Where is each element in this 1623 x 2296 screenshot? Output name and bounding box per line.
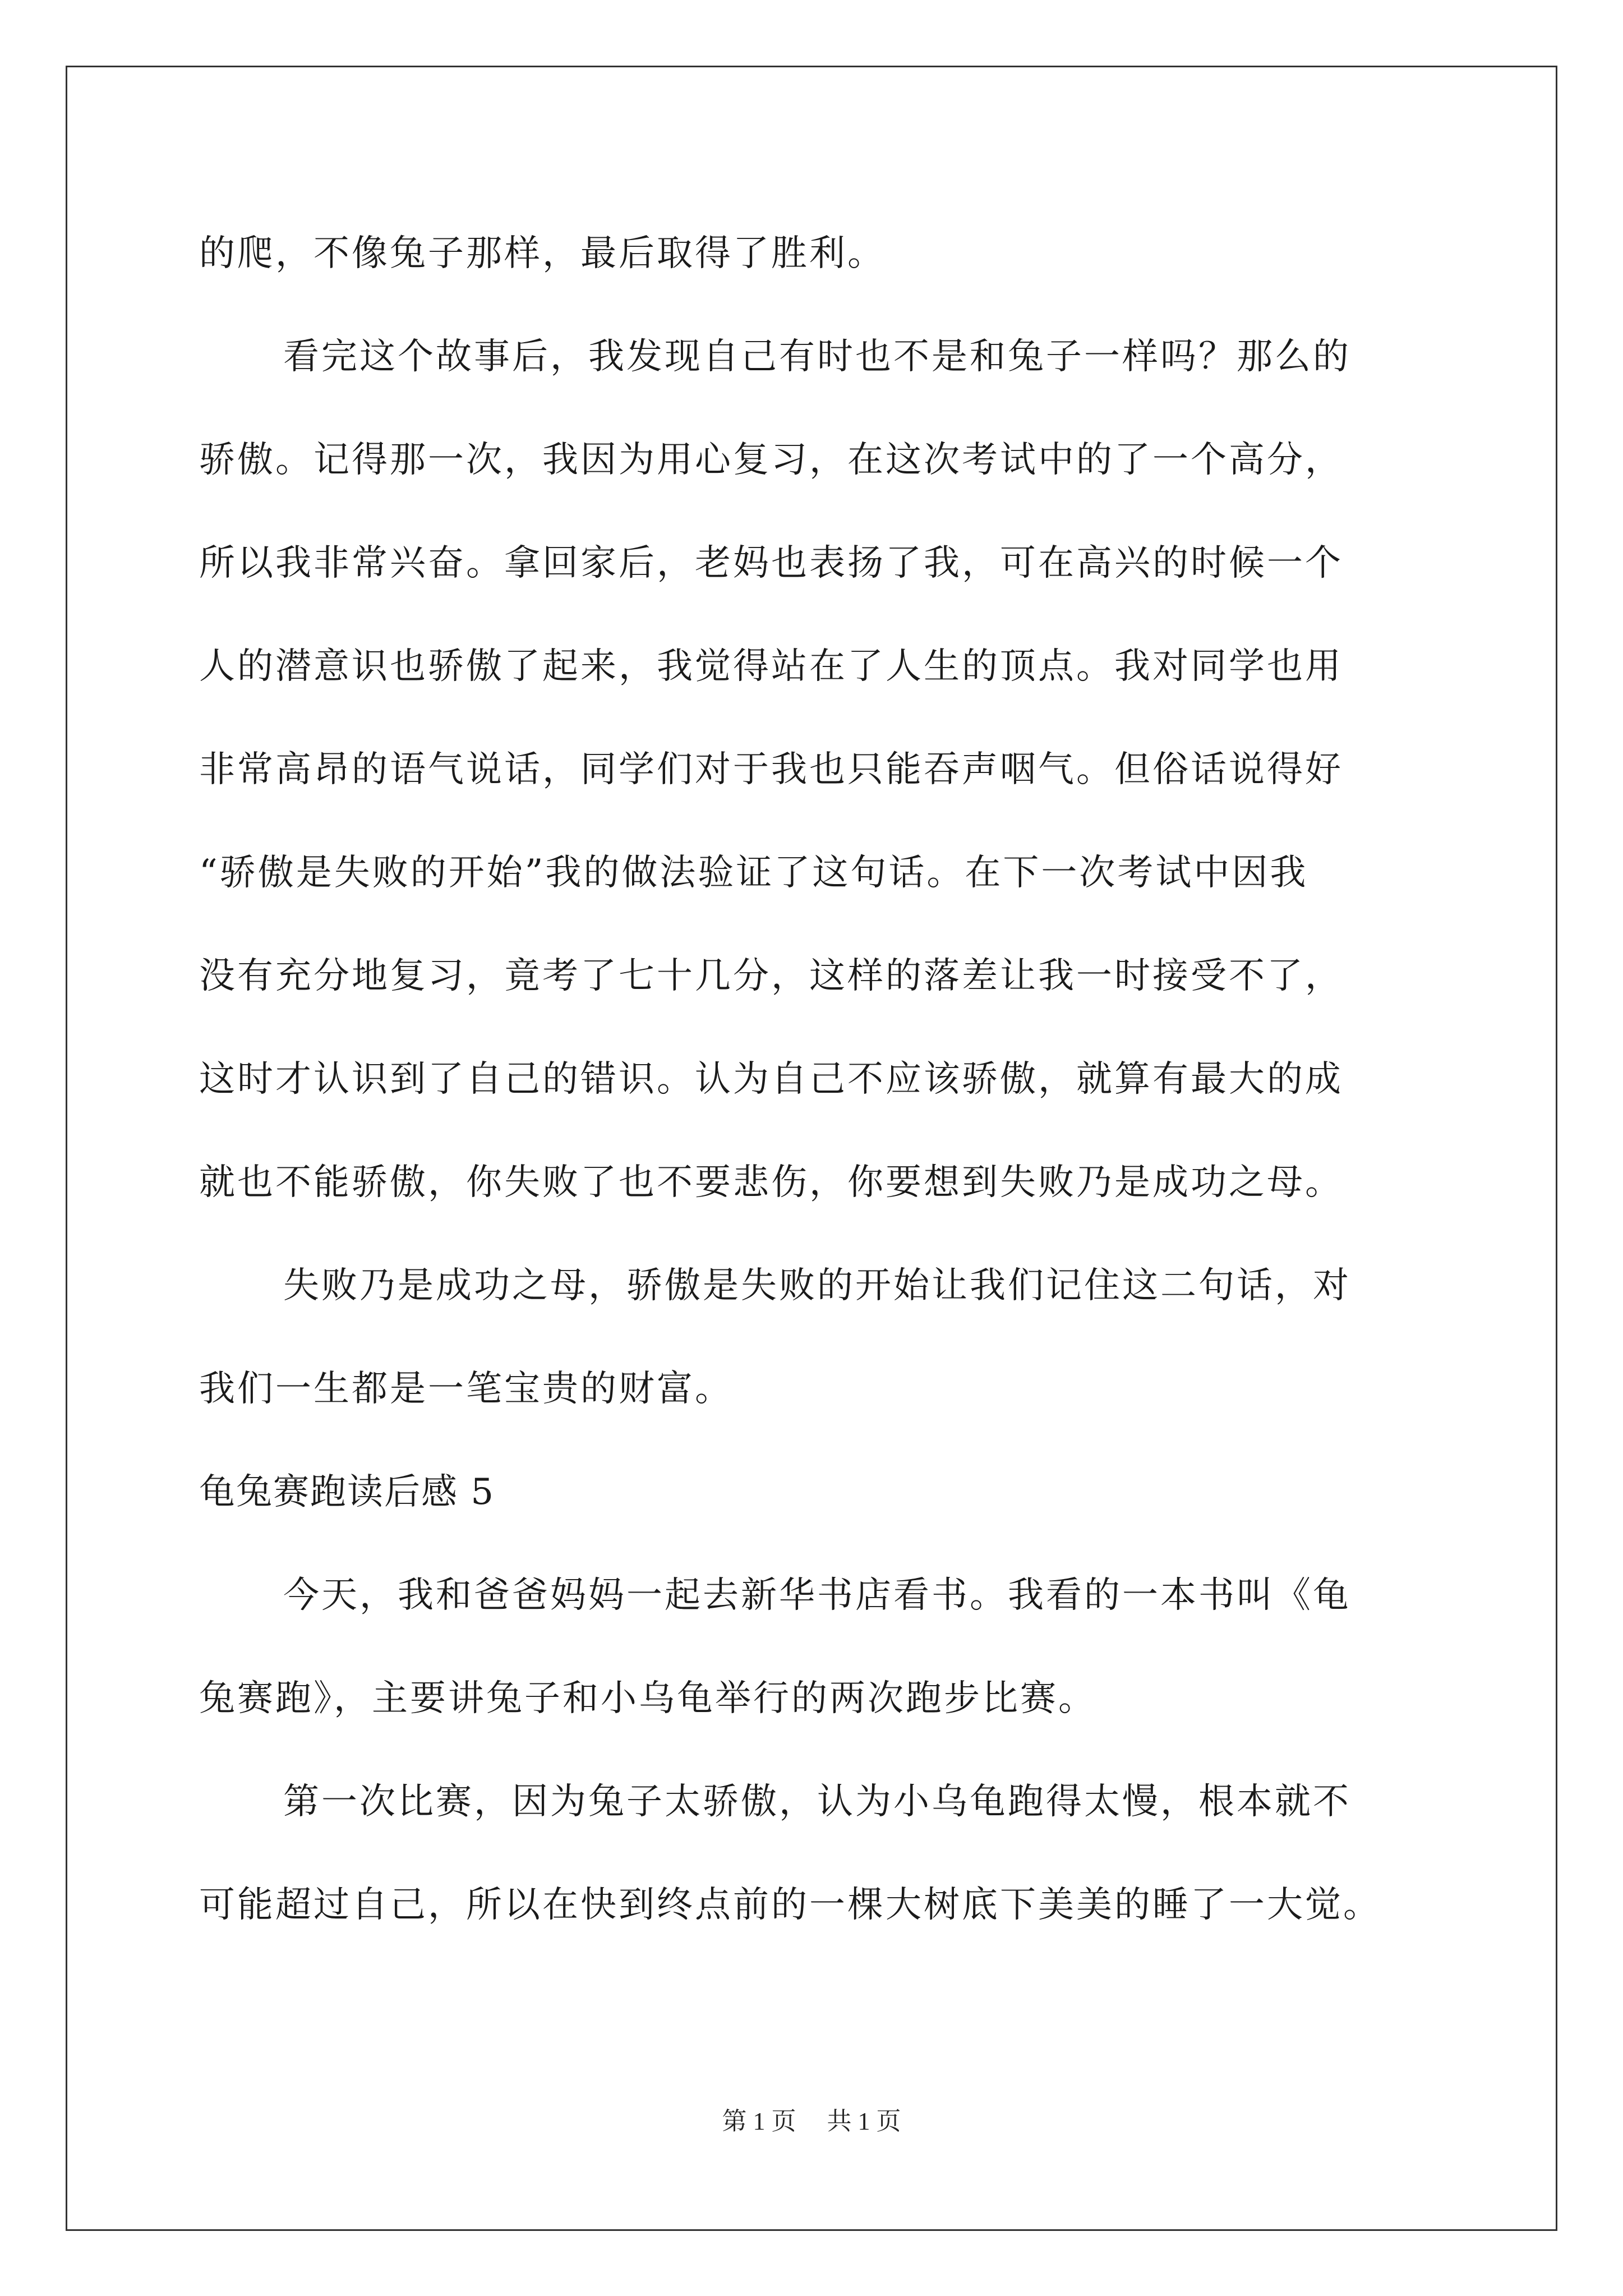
text-line: 非常高昂的语气说话，同学们对于我也只能吞声咽气。但俗话说得好 [199, 749, 1343, 790]
text-line: 兔赛跑》，主要讲兔子和小乌龟举行的两次跑步比赛。 [199, 1678, 1096, 1719]
text-line: 失败乃是成功之母，骄傲是失败的开始让我们记住这二句话，对 [283, 1265, 1351, 1306]
page-total: 共 1 页 [827, 2108, 901, 2135]
page-footer [0, 2101, 1623, 2137]
document-body [199, 202, 1427, 1957]
page-number: 第 1 页 [722, 2108, 796, 2135]
text-line: 看完这个故事后，我发现自己有时也不是和兔子一样吗？那么的 [283, 336, 1351, 378]
text-line: “骄傲是失败的开始”我的做法验证了这句话。在下一次考试中因我 [199, 852, 1308, 894]
text-line: 可能超过自己，所以在快到终点前的一棵大树底下美美的睡了一大觉。 [199, 1884, 1381, 1926]
text-line: 没有充分地复习，竟考了七十几分，这样的落差让我一时接受不了， [199, 955, 1343, 997]
text-line: 所以我非常兴奋。拿回家后，老妈也表扬了我，可在高兴的时候一个 [199, 542, 1343, 584]
text-line: 就也不能骄傲，你失败了也不要悲伤，你要想到失败乃是成功之母。 [199, 1162, 1343, 1203]
text-line: 骄傲。记得那一次，我因为用心复习，在这次考试中的了一个高分， [199, 439, 1343, 481]
section-heading: 龟兔赛跑读后感 5 [199, 1471, 495, 1513]
text-line: 我们一生都是一笔宝贵的财富。 [199, 1368, 733, 1410]
text-line: 人的潜意识也骄傲了起来，我觉得站在了人生的顶点。我对同学也用 [199, 646, 1343, 687]
text-line: 今天，我和爸爸妈妈一起去新华书店看书。我看的一本书叫《龟 [283, 1575, 1351, 1616]
text-line: 第一次比赛，因为兔子太骄傲，认为小乌龟跑得太慢，根本就不 [283, 1781, 1351, 1823]
text-line: 的爬，不像兔子那样，最后取得了胜利。 [199, 233, 886, 274]
text-line: 这时才认识到了自己的错识。认为自己不应该骄傲，就算有最大的成 [199, 1059, 1343, 1100]
